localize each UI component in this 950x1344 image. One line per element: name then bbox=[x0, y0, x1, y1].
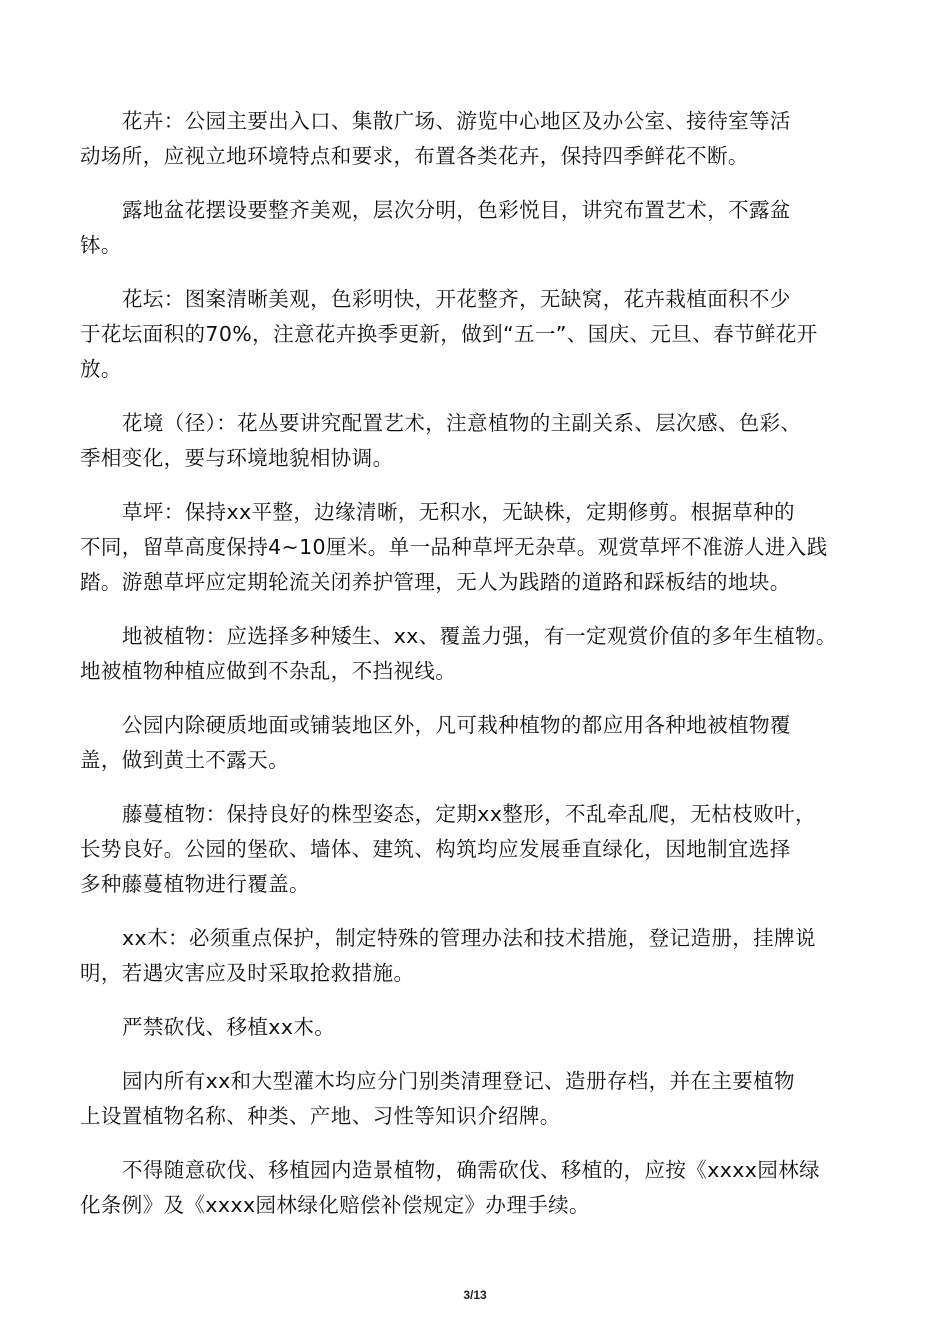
paragraph bbox=[80, 1153, 870, 1223]
paragraph-line: 长势良好。公园的堡砍、墙体、建筑、构筑均应发展垂直绿化，因地制宜选择 bbox=[80, 837, 791, 861]
paragraph-line: 钵。 bbox=[80, 233, 122, 257]
paragraph bbox=[80, 619, 870, 689]
paragraph-line: 化条例》及《xxxx园林绿化赔偿补偿规定》办理手续。 bbox=[80, 1193, 590, 1217]
paragraph-line: 花卉：公园主要出入口、集散广场、游览中心地区及办公室、接待室等活 bbox=[122, 109, 791, 133]
paragraph-line: 藤蔓植物：保持良好的株型姿态，定期xx整形，不乱牵乱爬，无枯枝败叶， bbox=[122, 802, 816, 826]
paragraph-line: 露地盆花摆设要整齐美观，层次分明，色彩悦目，讲究布置艺术，不露盆 bbox=[122, 198, 791, 222]
paragraph bbox=[80, 921, 870, 991]
paragraph-line: 草坪：保持xx平整，边缘清晰，无积水，无缺株，定期修剪。根据草种的 bbox=[122, 500, 795, 524]
paragraph-line: 放。 bbox=[80, 357, 122, 381]
paragraph-line: 花境（径）：花丛要讲究配置艺术，注意植物的主副关系、层次感、色彩、 bbox=[122, 411, 802, 435]
paragraph-line: 季相变化，要与环境地貌相协调。 bbox=[80, 446, 394, 470]
paragraph-line: 不得随意砍伐、移植园内造景植物，确需砍伐、移植的，应按《xxxx园林绿 bbox=[122, 1158, 821, 1182]
paragraph bbox=[80, 193, 870, 263]
paragraph-line: 园内所有xx和大型灌木均应分门别类清理登记、造册存档，并在主要植物 bbox=[122, 1069, 795, 1093]
paragraph-line: 上设置植物名称、种类、产地、习性等知识介绍牌。 bbox=[80, 1104, 561, 1128]
paragraph bbox=[80, 495, 870, 600]
paragraph bbox=[80, 1064, 870, 1134]
paragraph-line: 多种藤蔓植物进行覆盖。 bbox=[80, 872, 310, 896]
paragraph-line: 严禁砍伐、移植xx木。 bbox=[122, 1015, 336, 1039]
paragraph-line: 地被植物种植应做到不杂乱，不挡视线。 bbox=[80, 659, 457, 683]
paragraph-line: 明，若遇灾害应及时采取抢救措施。 bbox=[80, 961, 415, 985]
paragraph bbox=[80, 406, 870, 476]
paragraph-line: 不同，留草高度保持4~10厘米。单一品种草坪无杂草。观赏草坪不准游人进入践 bbox=[80, 535, 828, 559]
paragraph-line: 动场所，应视立地环境特点和要求，布置各类花卉，保持四季鲜花不断。 bbox=[80, 144, 749, 168]
paragraph bbox=[80, 104, 870, 174]
paragraph bbox=[80, 708, 870, 778]
paragraph-line: 公园内除硬质地面或铺装地区外，凡可栽种植物的都应用各种地被植物覆 bbox=[122, 713, 791, 737]
document-body bbox=[80, 104, 870, 1242]
paragraph-line: 于花坛面积的70%，注意花卉换季更新，做到“五一”、国庆、元旦、春节鲜花开 bbox=[80, 322, 818, 346]
paragraph bbox=[80, 282, 870, 387]
paragraph-line: 踏。游憩草坪应定期轮流关闭养护管理，无人为践踏的道路和踩板结的地块。 bbox=[80, 570, 791, 594]
paragraph-line: xx木：必须重点保护，制定特殊的管理办法和技术措施，登记造册，挂牌说 bbox=[122, 926, 816, 950]
paragraph bbox=[80, 797, 870, 902]
paragraph bbox=[80, 1010, 870, 1045]
page-number: 3/13 bbox=[463, 1288, 487, 1302]
paragraph-line: 地被植物：应选择多种矮生、xx、覆盖力强，有一定观赏价值的多年生植物。 bbox=[122, 624, 837, 648]
paragraph-line: 盖，做到黄土不露天。 bbox=[80, 748, 289, 772]
paragraph-line: 花坛：图案清晰美观，色彩明快，开花整齐，无缺窝，花卉栽植面积不少 bbox=[122, 287, 791, 311]
